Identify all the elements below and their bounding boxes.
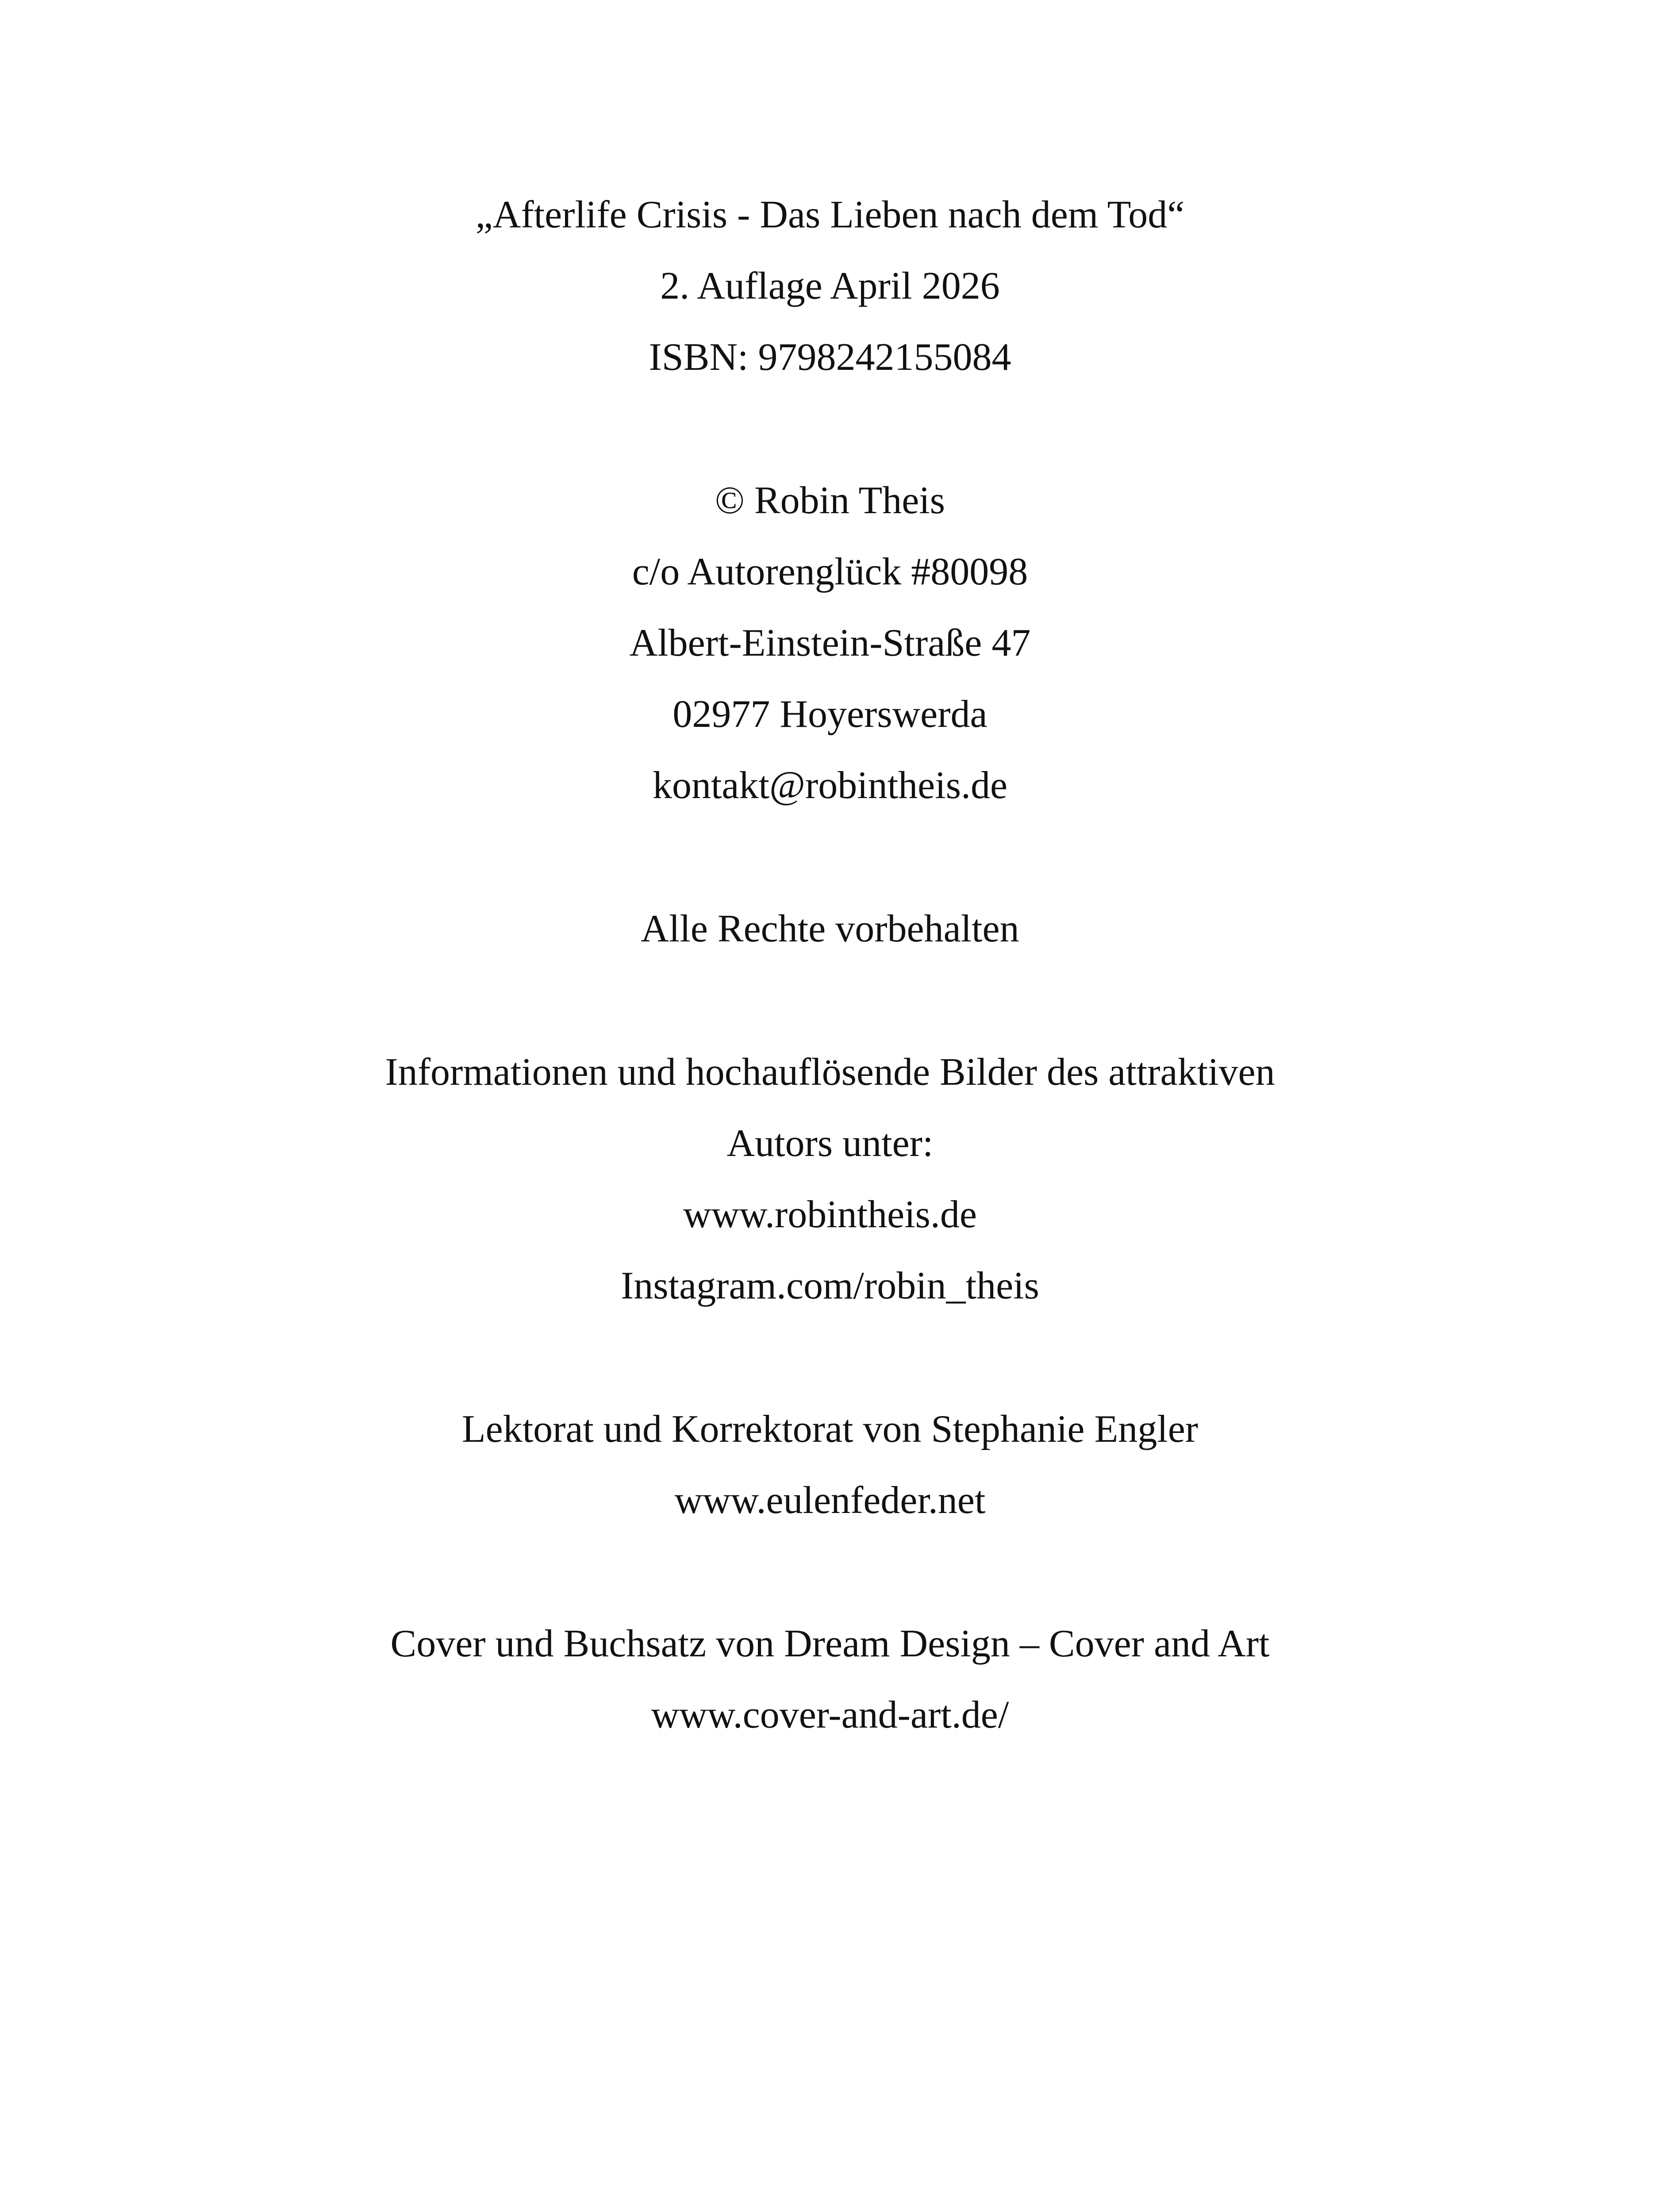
rights-line: Alle Rechte vorbehalten bbox=[641, 907, 1019, 950]
street-line: Albert-Einstein-Straße 47 bbox=[629, 622, 1031, 664]
email-line: kontakt@robintheis.de bbox=[652, 764, 1007, 807]
book-title: „Afterlife Crisis - Das Lieben nach dem Tod“ bbox=[475, 193, 1185, 236]
spacer bbox=[0, 393, 1660, 465]
spacer bbox=[0, 964, 1660, 1037]
author-info-line-2: Autors unter: bbox=[726, 1122, 934, 1165]
design-credit: Cover und Buchsatz von Dream Design – Cover and Art bbox=[390, 1622, 1270, 1665]
city-line: 02977 Hoyerswerda bbox=[672, 693, 988, 736]
spacer bbox=[0, 1321, 1660, 1394]
copyright-line: © Robin Theis bbox=[715, 479, 945, 522]
imprint-block bbox=[0, 179, 1660, 1751]
care-of-line: c/o Autorenglück #80098 bbox=[632, 550, 1028, 593]
author-info-line-1: Informationen und hochauflösende Bilder des attraktiven bbox=[385, 1051, 1275, 1094]
editing-website: www.eulenfeder.net bbox=[674, 1479, 986, 1522]
edition-line: 2. Auflage April 2026 bbox=[660, 265, 1000, 307]
isbn-line: ISBN: 9798242155084 bbox=[649, 336, 1011, 379]
editing-credit: Lektorat und Korrektorat von Stephanie Engler bbox=[461, 1408, 1199, 1451]
author-instagram: Instagram.com/robin_theis bbox=[621, 1264, 1039, 1307]
author-website: www.robintheis.de bbox=[683, 1193, 977, 1236]
spacer bbox=[0, 1536, 1660, 1608]
design-website: www.cover-and-art.de/ bbox=[651, 1694, 1009, 1736]
spacer bbox=[0, 821, 1660, 893]
